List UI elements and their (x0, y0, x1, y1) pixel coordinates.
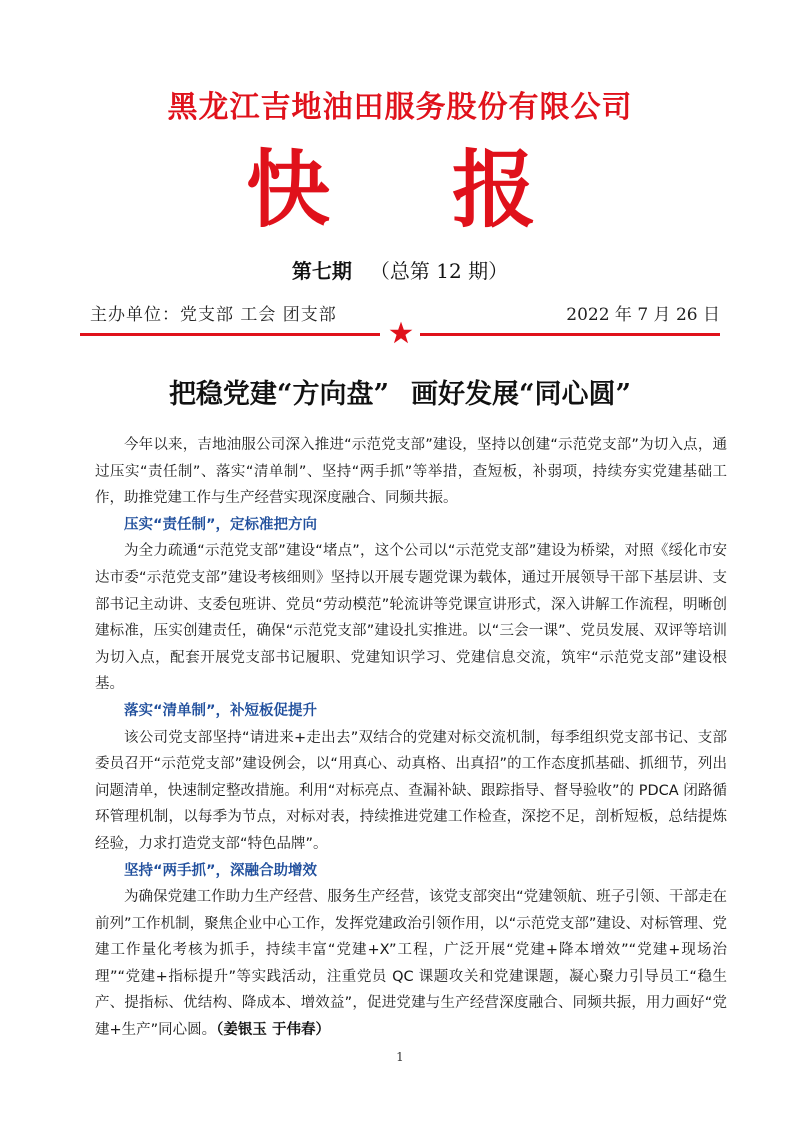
headline-part-1: 把稳党建“方向盘” (168, 379, 389, 410)
red-star-icon (388, 320, 414, 346)
header-rule-right (420, 333, 720, 336)
bulletin-title-char-1: 快 (246, 141, 331, 239)
article-body (95, 432, 727, 1044)
article-author: （姜银玉 于伟春） (216, 1022, 330, 1039)
article-intro: 今年以来，吉地油服公司深入推进“示范党支部”建设，坚持以创建“示范党支部”为切入点，通过压实“责任制”、落实“清单制”、坚持“两手抓”等举措，查短板，补弱项，持续夯实党建基础工作，助推党建工作与生产经营实现深度融合、同频共振。 (95, 437, 727, 507)
section-heading: 落实“清单制”，补短板促提升 (124, 702, 318, 719)
company-name: 黑龙江吉地油田服务股份有限公司 (167, 90, 633, 125)
issue-number: 第七期 (291, 259, 352, 283)
header-rule-left (80, 333, 380, 336)
section-body: 为确保党建工作助力生产经营、服务生产经营，该党支部突出“党建领航、班子引领、干部走在前列”工作机制，聚焦企业中心工作，发挥党建政治引领作用，以“示范党支部”建设、对标管理、党建工作量化考核为抓手，持续丰富“党建+X”工程，广泛开展“党建+降本增效”“党建+现场治理”“党建+指标提升”等实践活动，注重党员 QC 课题攻关和党建课题，凝心聚力引导员工“稳生产、提指标、优结构、降成本、增效益”，促进党建与生产经营深度融合、同频共振，用力画好“党建+生产”同心圆。（姜银玉 于伟春） (95, 889, 727, 1039)
bulletin-title-char-2: 报 (452, 141, 537, 239)
issue-line (0, 255, 800, 284)
page-number: 1 (396, 1050, 404, 1064)
article-headline (0, 372, 800, 411)
publish-date: 2022 年 7 月 26 日 (566, 305, 720, 325)
headline-part-2: 画好发展“同心圆” (411, 379, 632, 410)
section-heading: 压实“责任制”，定标准把方向 (124, 516, 318, 533)
section-body: 为全力疏通“示范党支部”建设“堵点”，这个公司以“示范党支部”建设为桥梁，对照《绥化市安达市委“示范党支部”建设考核细则》坚持以开展专题党课为载体，通过开展领导干部下基层讲、支部书记主动讲、支委包班讲、党员“劳动模范”轮流讲等党课宣讲形式，深入讲解工作流程，明晰创建标准，压实创建责任，确保“示范党支部”建设扎实推进。以“三会一课”、党员发展、双评等培训为切入点，配套开展党支部书记履职、党建知识学习、党建信息交流，筑牢“示范党支部”建设根基。 (95, 543, 727, 693)
section-body: 该公司党支部坚持“请进来+走出去”双结合的党建对标交流机制，每季组织党支部书记、支部委员召开“示范党支部”建设例会，以“用真心、动真格、出真招”的工作态度抓基础、抓细节，列出问题清单，快速制定整改措施。利用“对标亮点、查漏补缺、跟踪指导、督导验收”的 PDCA 闭路循环管理机制，以每季为节点，对标对表，持续推进党建工作检查，深挖不足，剖析短板，总结提炼经验，力求打造党支部“特色品牌”。 (95, 729, 727, 852)
host-units: 主办单位：党支部 工会 团支部 (90, 305, 337, 325)
issue-total: （总第 12 期） (369, 259, 509, 283)
section-heading: 坚持“两手抓”，深融合助增效 (124, 862, 318, 879)
